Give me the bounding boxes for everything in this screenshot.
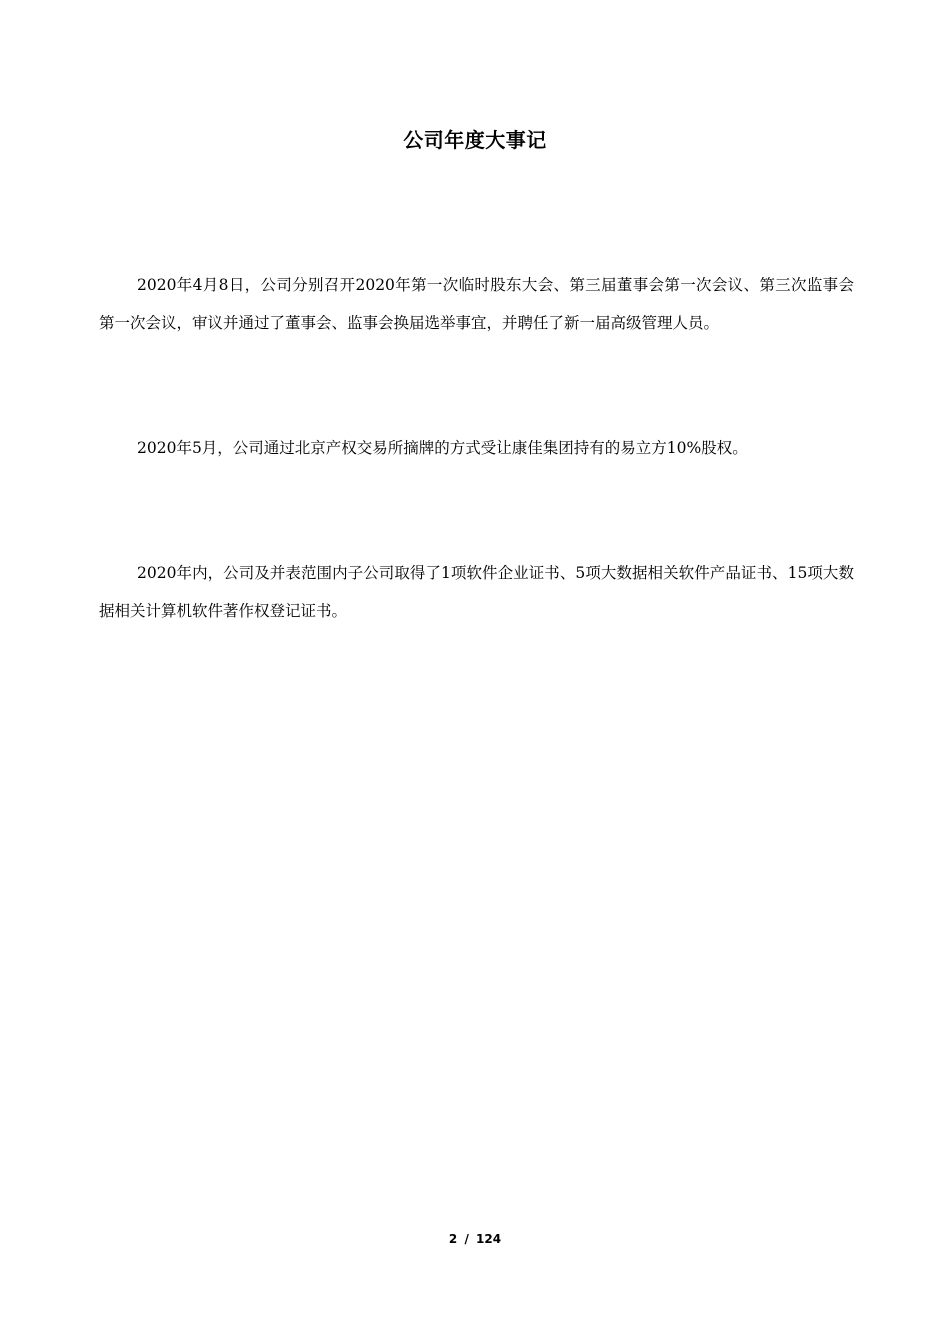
page-number: 2 / 124	[448, 1232, 502, 1246]
paragraph-shareholder-meeting: 2020年4月8日，公司分别召开2020年第一次临时股东大会、第三届董事会第一次会议、第三次监事会第一次会议，审议并通过了董事会、监事会换届选举事宜，并聘任了新一届高级管理人员。	[99, 276, 854, 332]
paragraph-equity-transfer: 2020年5月，公司通过北京产权交易所摘牌的方式受让康佳集团持有的易立方10%股权。	[137, 439, 748, 457]
page-title: 公司年度大事记	[403, 128, 547, 152]
paragraph-certificates: 2020年内，公司及并表范围内子公司取得了1项软件企业证书、5项大数据相关软件产品证书、15项大数据相关计算机软件著作权登记证书。	[99, 564, 854, 620]
